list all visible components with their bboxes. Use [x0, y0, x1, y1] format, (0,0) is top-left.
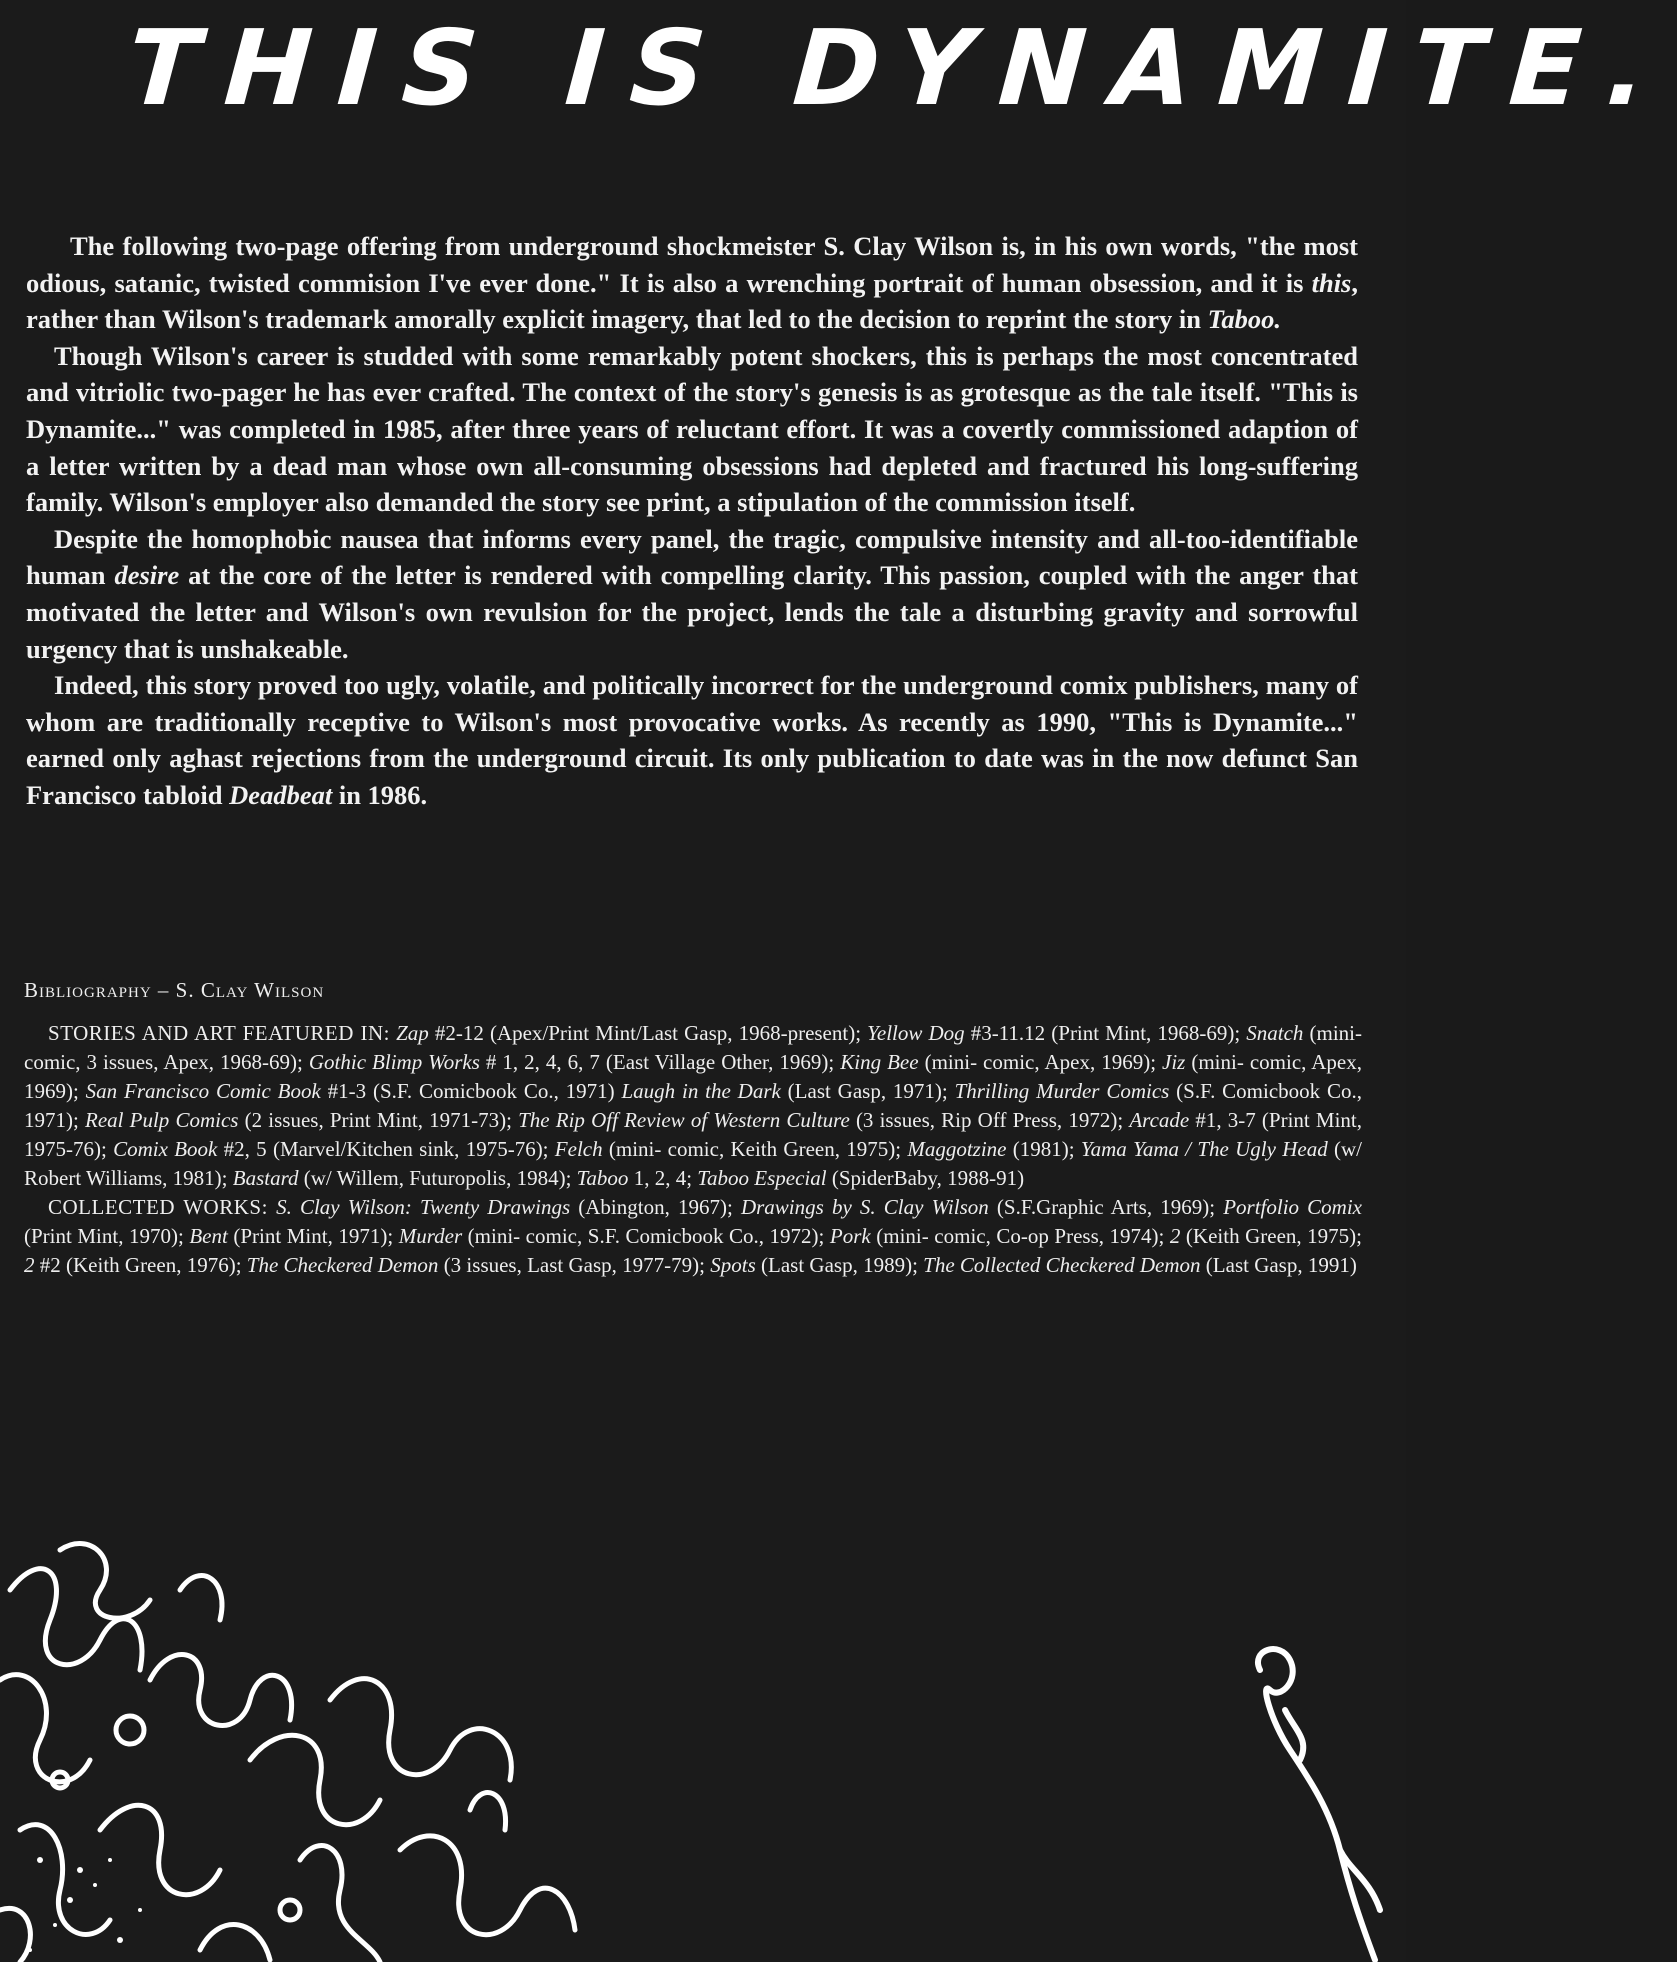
intro-p4-emphasis-deadbeat: Deadbeat: [229, 779, 333, 810]
bibliography-details: (Keith Green, 1975);: [1180, 1224, 1363, 1248]
intro-p3-emphasis-desire: desire: [114, 560, 180, 591]
bibliography-title: The Checkered Demon: [246, 1253, 439, 1277]
bibliography-title: Laugh in the Dark: [621, 1079, 781, 1103]
intro-paragraph-4: [26, 667, 1358, 813]
bibliography-title: Maggotzine: [907, 1137, 1007, 1161]
bibliography-heading: Bibliography – S. Clay Wilson: [24, 978, 325, 1002]
bibliography-title: Yellow Dog: [867, 1021, 965, 1045]
page-title: THIS IS DYNAMITE.: [123, 7, 1677, 129]
bibliography-details: (mini- comic, S.F. Comicbook Co., 1972);: [462, 1224, 830, 1248]
intro-p3-text-a: Despite the homophobic nausea that informs every panel, the tragic, compulsive intensity and all-too-identifiable human: [26, 523, 1358, 591]
bibliography-title: Portfolio Comix: [1223, 1195, 1363, 1219]
intro-p4-text-a: Indeed, this story proved too ugly, volatile, and politically incorrect for the underground comix publishers, many of whom are traditionally receptive to Wilson's most provocative works. As recently as 1990, "This is Dynamite..." earned only aghast rejections from the underground circuit. Its only publication to date was in the now defunct San Francisco tabloid: [26, 670, 1358, 810]
bibliography-details: (mini- comic, Keith Green, 1975);: [602, 1137, 908, 1161]
bibliography-details: #2-12 (Apex/Print Mint/Last Gasp, 1968-present);: [428, 1021, 868, 1045]
bibliography-title: The Rip Off Review of Western Culture: [518, 1108, 850, 1132]
bibliography-details: (2 issues, Print Mint, 1971-73);: [238, 1108, 519, 1132]
bibliography-details: (mini- comic, Apex, 1969);: [918, 1050, 1163, 1074]
bibliography-details: (SpiderBaby, 1988-91): [826, 1166, 1025, 1190]
bibliography-details: #1, 3-7 (Print Mint, 1975-76);: [24, 1108, 1363, 1161]
bibliography-details: #2 (Keith Green, 1976);: [34, 1253, 247, 1277]
bibliography-title: 2: [24, 1253, 35, 1277]
bibliography-title: Taboo Especial: [697, 1166, 827, 1190]
collected-label: COLLECTED WORKS:: [48, 1195, 268, 1219]
intro-p1-emphasis-this: this: [1311, 267, 1352, 298]
bibliography-details: (mini- comic, Apex, 1969);: [24, 1050, 1362, 1103]
bibliography-title: San Francisco Comic Book: [85, 1079, 321, 1103]
bibliography-title: Jiz: [1162, 1050, 1186, 1074]
intro-paragraph-2: Though Wilson's career is studded with some remarkably potent shockers, this is perhaps the most concentrated and vitriolic two-pager he has ever crafted. The context of the story's genesis is as grotesque as the tale itself. "This is Dynamite..." was completed in 1985, after three years of reluctant effort. It was a covertly commissioned adaption of a letter written by a dead man whose own all-consuming obsessions had depleted and fractured his long-suffering family. Wilson's employer also demanded the story see print, a stipulation of the commission itself.: [26, 340, 1358, 518]
intro-p3-text-b: at the core of the letter is rendered with compelling clarity. This passion, coupled with the anger that motivated the letter and Wilson's own revulsion for the project, lends the tale a disturbing gravity and sorrowful urgency that is unshakeable.: [26, 560, 1358, 664]
scribble-artwork-right: [1240, 1640, 1406, 1962]
bibliography-details: (S.F. Comicbook Co., 1971);: [24, 1079, 1363, 1132]
bibliography-title: Arcade: [1129, 1108, 1190, 1132]
bibliography-title: Spots: [710, 1253, 756, 1277]
bibliography-details: 1, 2, 4;: [628, 1166, 698, 1190]
intro-p1-text-b: , rather than Wilson's trademark amorally explicit imagery, that led to the decision to reprint the story in: [26, 267, 1358, 335]
bibliography: [24, 976, 1362, 1280]
bibliography-details: (Abington, 1967);: [570, 1195, 741, 1219]
intro-p1-text-a: The following two-page offering from underground shockmeister S. Clay Wilson is, in his own words, "the most odious, satanic, twisted commision I've ever done." It is also a wrenching portrait of human obsession, and it is: [26, 231, 1358, 298]
bibliography-details: (3 issues, Rip Off Press, 1972);: [849, 1108, 1130, 1132]
bibliography-details: (Print Mint, 1970);: [24, 1224, 190, 1248]
intro-paragraph-3: [26, 521, 1358, 667]
intro-text: [26, 228, 1358, 814]
stories-list: [24, 1021, 1362, 1190]
bibliography-details: (S.F.Graphic Arts, 1969);: [988, 1195, 1224, 1219]
stories-label: STORIES AND ART FEATURED IN:: [48, 1021, 390, 1045]
bibliography-stories: [24, 1019, 1362, 1193]
bibliography-title: Murder: [398, 1224, 463, 1248]
bibliography-details: #3-11.12 (Print Mint, 1968-69);: [964, 1021, 1247, 1045]
bibliography-title: Pork: [829, 1224, 871, 1248]
bibliography-title: The Collected Checkered Demon: [923, 1253, 1201, 1277]
bibliography-details: (3 issues, Last Gasp, 1977-79);: [438, 1253, 711, 1277]
bibliography-title: Comix Book: [113, 1137, 218, 1161]
bibliography-title: Drawings by S. Clay Wilson: [740, 1195, 989, 1219]
bibliography-title: Gothic Blimp Works: [308, 1050, 480, 1074]
bibliography-title: Bastard: [232, 1166, 299, 1190]
bibliography-details: #1-3 (S.F. Comicbook Co., 1971): [320, 1079, 622, 1103]
bibliography-details: (1981);: [1006, 1137, 1081, 1161]
bibliography-title: Felch: [554, 1137, 603, 1161]
bibliography-title: Thrilling Murder Comics: [954, 1079, 1170, 1103]
bibliography-title: S. Clay Wilson: Twenty Drawings: [276, 1195, 571, 1219]
intro-p1-emphasis-taboo: Taboo.: [1207, 304, 1282, 335]
bibliography-title: Real Pulp Comics: [85, 1108, 239, 1132]
bibliography-details: (mini- comic, 3 issues, Apex, 1968-69);: [24, 1021, 1362, 1074]
bibliography-title: 2: [1169, 1224, 1181, 1248]
scribble-artwork-left: [0, 1530, 580, 1962]
bibliography-title: Taboo: [576, 1166, 629, 1190]
bibliography-title: Bent: [189, 1224, 228, 1248]
bibliography-details: #2, 5 (Marvel/Kitchen sink, 1975-76);: [217, 1137, 555, 1161]
bibliography-title: Zap: [396, 1021, 429, 1045]
bibliography-details: (Last Gasp, 1991): [1200, 1253, 1357, 1277]
bibliography-details: (Last Gasp, 1971);: [780, 1079, 955, 1103]
intro-p4-text-b: in 1986.: [332, 779, 428, 810]
bibliography-details: (w/ Robert Williams, 1981);: [24, 1137, 1363, 1190]
bibliography-details: (mini- comic, Co-op Press, 1974);: [870, 1224, 1170, 1248]
bibliography-details: (w/ Willem, Futuropolis, 1984);: [298, 1166, 577, 1190]
bibliography-title: Snatch: [1246, 1021, 1304, 1045]
bibliography-details: (Print Mint, 1971);: [227, 1224, 399, 1248]
bibliography-collected: [24, 1193, 1362, 1280]
intro-paragraph-1: [26, 228, 1358, 338]
bibliography-details: # 1, 2, 4, 6, 7 (East Village Other, 1969);: [479, 1050, 841, 1074]
bibliography-details: (Last Gasp, 1989);: [755, 1253, 924, 1277]
bibliography-title: Yama Yama / The Ugly Head: [1080, 1137, 1328, 1161]
bibliography-title: King Bee: [840, 1050, 919, 1074]
